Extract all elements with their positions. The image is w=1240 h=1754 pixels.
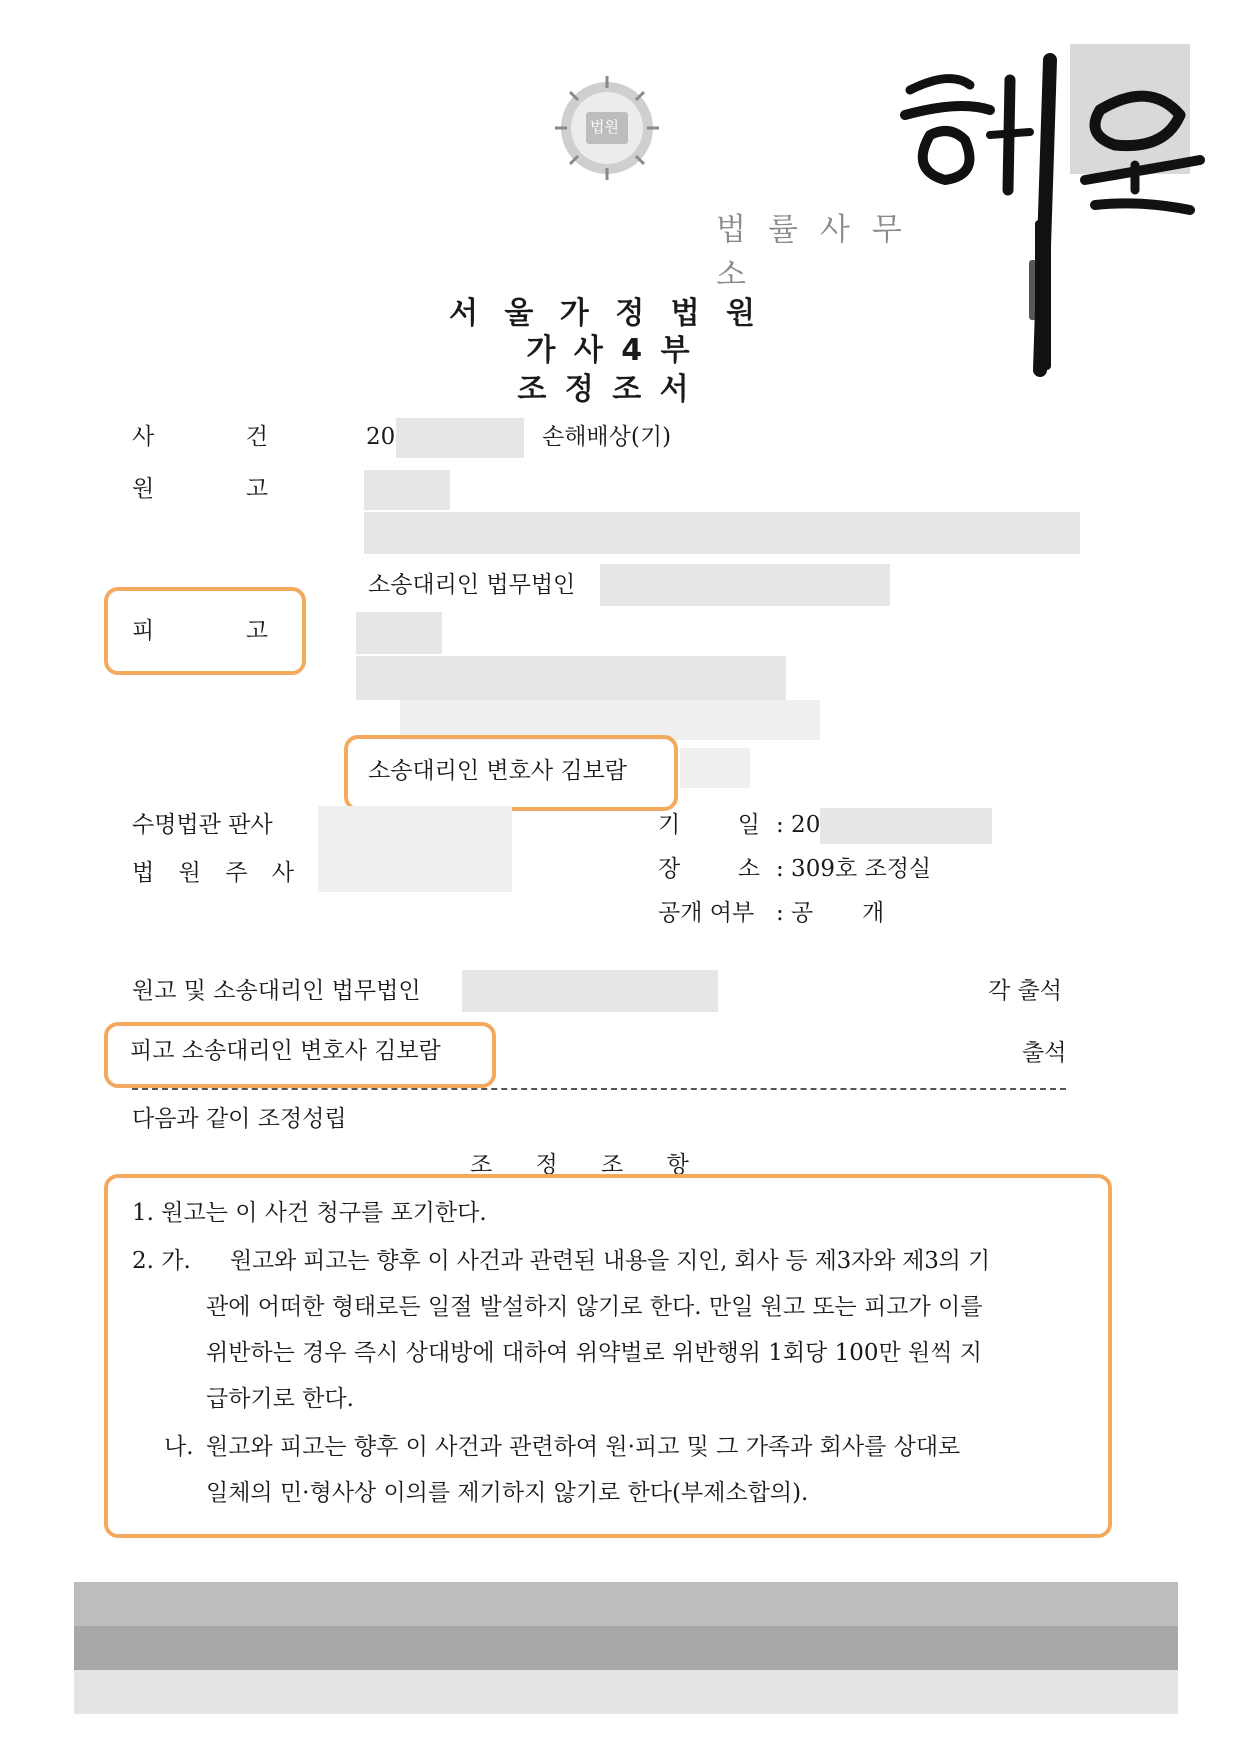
firm-name (716, 204, 954, 294)
dashed-divider (132, 1088, 1066, 1090)
plaintiff-attendance-redaction (462, 970, 718, 1012)
document-title: 조 정 조 서 (517, 372, 693, 407)
clerk-label: 법 원 주 사 (132, 860, 294, 886)
defendant-counsel: 소송대리인 변호사 김보람 (368, 758, 628, 784)
plaintiff-name-redaction (364, 470, 450, 510)
date-value: : 20 (776, 812, 821, 838)
public-label: 공개 여부 (658, 900, 755, 926)
plaintiff-address-redaction (364, 512, 1080, 554)
place-value: : 309호 조정실 (776, 856, 932, 882)
footer-redaction-1 (74, 1582, 1178, 1626)
defendant-counsel-redaction (680, 748, 750, 788)
mediation-intro: 다음과 같이 조정성립 (132, 1106, 347, 1132)
plaintiff-attendance-status: 각 출석 (988, 978, 1062, 1004)
defendant-address-redaction (356, 656, 786, 700)
term-2-line-4: 급하기로 한다. (206, 1386, 354, 1412)
term-2-line-3: 위반하는 경우 즉시 상대방에 대하여 위약벌로 위반행위 1회당 100만 원씩 지 (206, 1340, 982, 1366)
defendant-name-redaction (356, 612, 442, 654)
footer-redaction-2 (74, 1626, 1178, 1670)
term-2-line-2: 관에 어떠한 형태로든 일절 발설하지 않기로 한다. 만일 원고 또는 피고가 이를 (206, 1294, 983, 1320)
judge-name-redaction (318, 806, 512, 892)
footer-redaction-3 (74, 1670, 1178, 1714)
defendant-attendance-status: 출석 (1022, 1040, 1067, 1066)
term-2-line-1: 원고와 피고는 향후 이 사건과 관련된 내용을 지인, 회사 등 제3자와 제3의 기 (230, 1248, 990, 1274)
plaintiff-counsel: 소송대리인 법무법인 (368, 572, 576, 598)
firm-name-text: 법률사무소 (716, 212, 924, 293)
defendant-attendance: 피고 소송대리인 변호사 김보람 (130, 1038, 441, 1064)
judge-label: 수명법관 판사 (132, 812, 273, 838)
case-year: 20 (366, 424, 396, 450)
plaintiff-firm-redaction (600, 564, 890, 606)
date-label: 기 일 (658, 812, 760, 838)
term-2-number: 2. 가. (132, 1248, 191, 1274)
defendant-label: 피 고 (132, 618, 268, 644)
court-name: 서 울 가 정 법 원 (448, 296, 764, 331)
public-value: : 공 (776, 900, 814, 926)
mediation-section-title: 조 정 조 항 (470, 1152, 707, 1178)
plaintiff-attendance: 원고 및 소송대리인 법무법인 (132, 978, 421, 1004)
term-2b-line-1: 원고와 피고는 향후 이 사건과 관련하여 원·피고 및 그 가족과 회사를 상대로 (206, 1434, 961, 1460)
seal-text: 법원 (590, 118, 619, 136)
term-1: 1. 원고는 이 사건 청구를 포기한다. (132, 1200, 487, 1226)
case-number-redaction (396, 418, 524, 458)
case-type: 손해배상(기) (542, 424, 672, 450)
term-2b-number: 나. (164, 1434, 194, 1460)
date-redaction (820, 808, 992, 844)
place-label: 장 소 (658, 856, 760, 882)
plaintiff-label: 원 고 (132, 476, 268, 502)
term-2b-line-2: 일체의 민·형사상 이의를 제기하지 않기로 한다(부제소합의). (206, 1480, 809, 1506)
division-name: 가 사 4 부 (526, 333, 694, 368)
case-label: 사 건 (132, 424, 268, 450)
calligraphy-text: 해온 (890, 25, 921, 44)
public-value-2: 개 (862, 900, 885, 926)
court-seal (548, 72, 666, 184)
defendant-address-redaction-2 (400, 700, 820, 740)
